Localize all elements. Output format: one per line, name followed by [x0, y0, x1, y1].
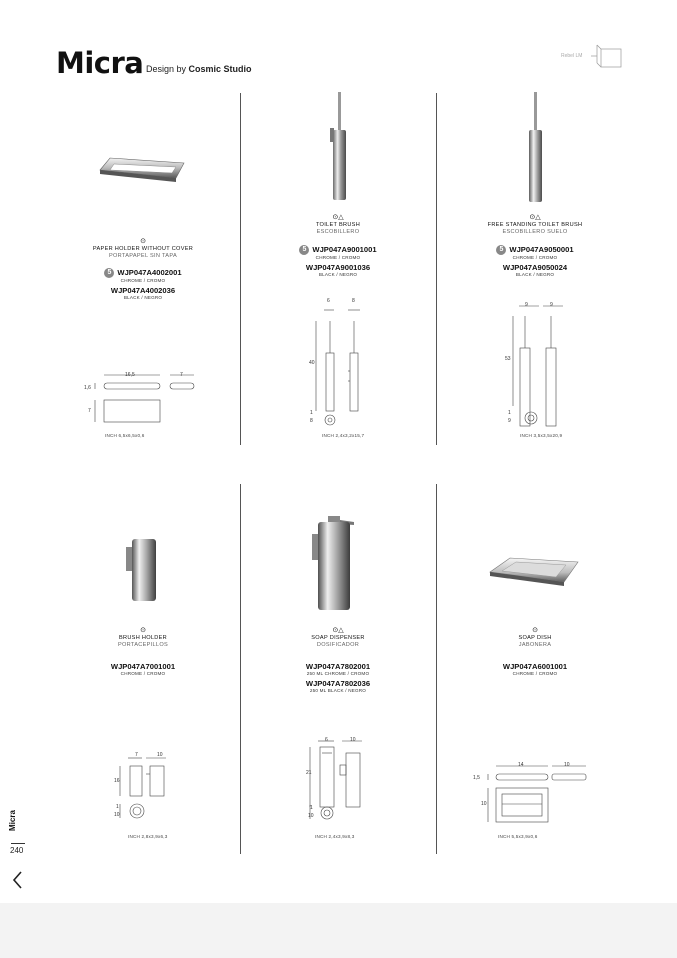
technical-drawing-freestanding-brush: [505, 300, 570, 430]
inch-dimensions: INCH 3,5x3,5x20,9: [520, 433, 563, 438]
dim-width: 6: [327, 298, 330, 304]
chevron-left-icon[interactable]: [10, 870, 26, 890]
dim-width: 16,5: [125, 372, 135, 378]
logo-text: Rebel LM: [561, 53, 583, 59]
page-number: 240: [10, 846, 24, 855]
product-code: WJP047A4002001: [117, 268, 182, 277]
product-finish: CHROME / CROMO: [512, 255, 558, 260]
dim-height: 21: [306, 770, 312, 776]
care-symbol: ⊙△: [332, 214, 344, 221]
warranty-badge: 5: [299, 245, 309, 255]
product-name-en: PAPER HOLDER WITHOUT COVER: [92, 246, 194, 252]
side-rule: [11, 843, 25, 844]
product-info-toilet-brush: [244, 213, 432, 278]
dim-base-b: 9: [508, 418, 511, 424]
care-symbol: ⊙: [140, 627, 146, 634]
brand-title: Micra: [56, 46, 144, 80]
dim-base-a: 1: [310, 410, 313, 416]
product-name-en: SOAP DISPENSER: [311, 635, 365, 641]
design-prefix: Design by: [146, 64, 187, 74]
dim-height: 16: [114, 778, 120, 784]
section-name: Micra: [7, 810, 17, 831]
product-name-es: DOSIFICADOR: [316, 642, 360, 648]
product-name-es: JABONERA: [518, 642, 552, 648]
dim-height: 7: [88, 408, 91, 414]
designer-credit: [146, 64, 252, 74]
product-name-en: SOAP DISH: [518, 635, 552, 641]
product-info-brush-holder: [49, 626, 237, 677]
care-symbol: ⊙△: [332, 627, 344, 634]
product-code: WJP047A7001001: [110, 662, 176, 671]
product-name-es: PORTACEPILLOS: [117, 642, 168, 648]
product-name-es: PORTAPAPEL SIN TAPA: [109, 253, 177, 259]
dim-base-a: 1: [310, 805, 313, 811]
dim-width: 9: [525, 302, 528, 308]
dim-depth: 10: [564, 762, 570, 768]
product-info-freestanding-brush: [441, 213, 629, 278]
warranty-badge: 5: [104, 268, 114, 278]
product-name-en: TOILET BRUSH: [315, 222, 361, 228]
inch-dimensions: INCH 6,5x6,5x0,6: [105, 433, 145, 438]
dim-base-a: 1: [116, 804, 119, 810]
product-finish: BLACK / NEGRO: [318, 272, 358, 277]
dim-depth: 9: [550, 302, 553, 308]
section-side-label: [8, 808, 22, 836]
dim-depth: 10: [157, 752, 163, 758]
care-symbol: ⊙: [140, 238, 146, 245]
product-finish: BLACK / NEGRO: [515, 272, 555, 277]
product-code: WJP047A7802001: [305, 662, 371, 671]
product-finish: CHROME / CROMO: [315, 255, 361, 260]
product-code: WJP047A4002036: [110, 286, 176, 295]
product-finish: 250 ML CHROME / CROMO: [306, 671, 370, 676]
dim-base-b: 8: [310, 418, 313, 424]
inch-dimensions: INCH 5,5x3,9x0,6: [498, 834, 538, 839]
dim-width: 7: [135, 752, 138, 758]
dim-height: 10: [481, 801, 487, 807]
product-info-soap-dish: [441, 626, 629, 677]
technical-drawing-soap-dish: [480, 760, 590, 830]
product-info-soap-dispenser: [244, 626, 432, 694]
divider-2: [436, 93, 437, 445]
dim-thickness: 1,5: [473, 775, 480, 781]
divider-1: [240, 93, 241, 445]
product-image-paper-holder: [96, 150, 188, 190]
divider-3: [240, 484, 241, 854]
technical-drawing-paper-holder: [80, 370, 200, 430]
product-code: WJP047A6001001: [502, 662, 568, 671]
inch-dimensions: INCH 2,4x3,9x8,3: [315, 834, 355, 839]
warranty-badge: 5: [496, 245, 506, 255]
product-name-es: ESCOBILLERO: [316, 229, 360, 235]
product-finish: CHROME / CROMO: [120, 671, 166, 676]
designer-name: Cosmic Studio: [188, 64, 252, 74]
care-symbol: ⊙△: [529, 214, 541, 221]
technical-drawing-toilet-brush: [308, 305, 368, 430]
product-image-soap-dish: [488, 552, 580, 592]
dim-base-b: 10: [114, 812, 120, 818]
product-code: WJP047A9001036: [305, 263, 371, 272]
product-image-freestanding-brush: [518, 92, 554, 204]
product-code: WJP047A9001001: [312, 245, 377, 254]
product-info-paper-holder: [49, 237, 237, 301]
product-code: WJP047A7802036: [305, 679, 371, 688]
product-finish: CHROME / CROMO: [512, 671, 558, 676]
technical-drawing-brush-holder: [110, 750, 180, 830]
dim-depth: 10: [350, 737, 356, 743]
product-image-toilet-brush: [318, 92, 358, 204]
care-symbol: ⊙: [532, 627, 538, 634]
dim-thickness: 1,6: [84, 385, 91, 391]
inch-dimensions: INCH 2,4x3,2x15,7: [322, 433, 365, 438]
brand-logo: [561, 43, 625, 71]
viewer-footer-bar: [0, 903, 677, 958]
divider-4: [436, 484, 437, 854]
dim-base-a: 1: [508, 410, 511, 416]
product-code: WJP047A9050001: [509, 245, 574, 254]
dim-width: 6: [325, 737, 328, 743]
dim-width: 14: [518, 762, 524, 768]
product-finish: CHROME / CROMO: [120, 278, 166, 283]
inch-dimensions: INCH 2,8x3,9x6,3: [128, 834, 168, 839]
product-image-soap-dispenser: [308, 512, 364, 612]
dim-base-b: 10: [308, 813, 314, 819]
dim-height: 40: [309, 360, 315, 366]
product-finish: BLACK / NEGRO: [123, 295, 163, 300]
dim-height: 53: [505, 356, 511, 362]
product-name-en: BRUSH HOLDER: [118, 635, 168, 641]
product-name-en: FREE STANDING TOILET BRUSH: [487, 222, 583, 228]
product-finish: 250 ML BLACK / NEGRO: [309, 688, 367, 693]
dim-depth: 8: [352, 298, 355, 304]
dim-depth: 7: [180, 372, 183, 378]
product-name-es: ESCOBILLERO SUELO: [502, 229, 568, 235]
product-image-brush-holder: [122, 537, 162, 605]
product-code: WJP047A9050024: [502, 263, 568, 272]
